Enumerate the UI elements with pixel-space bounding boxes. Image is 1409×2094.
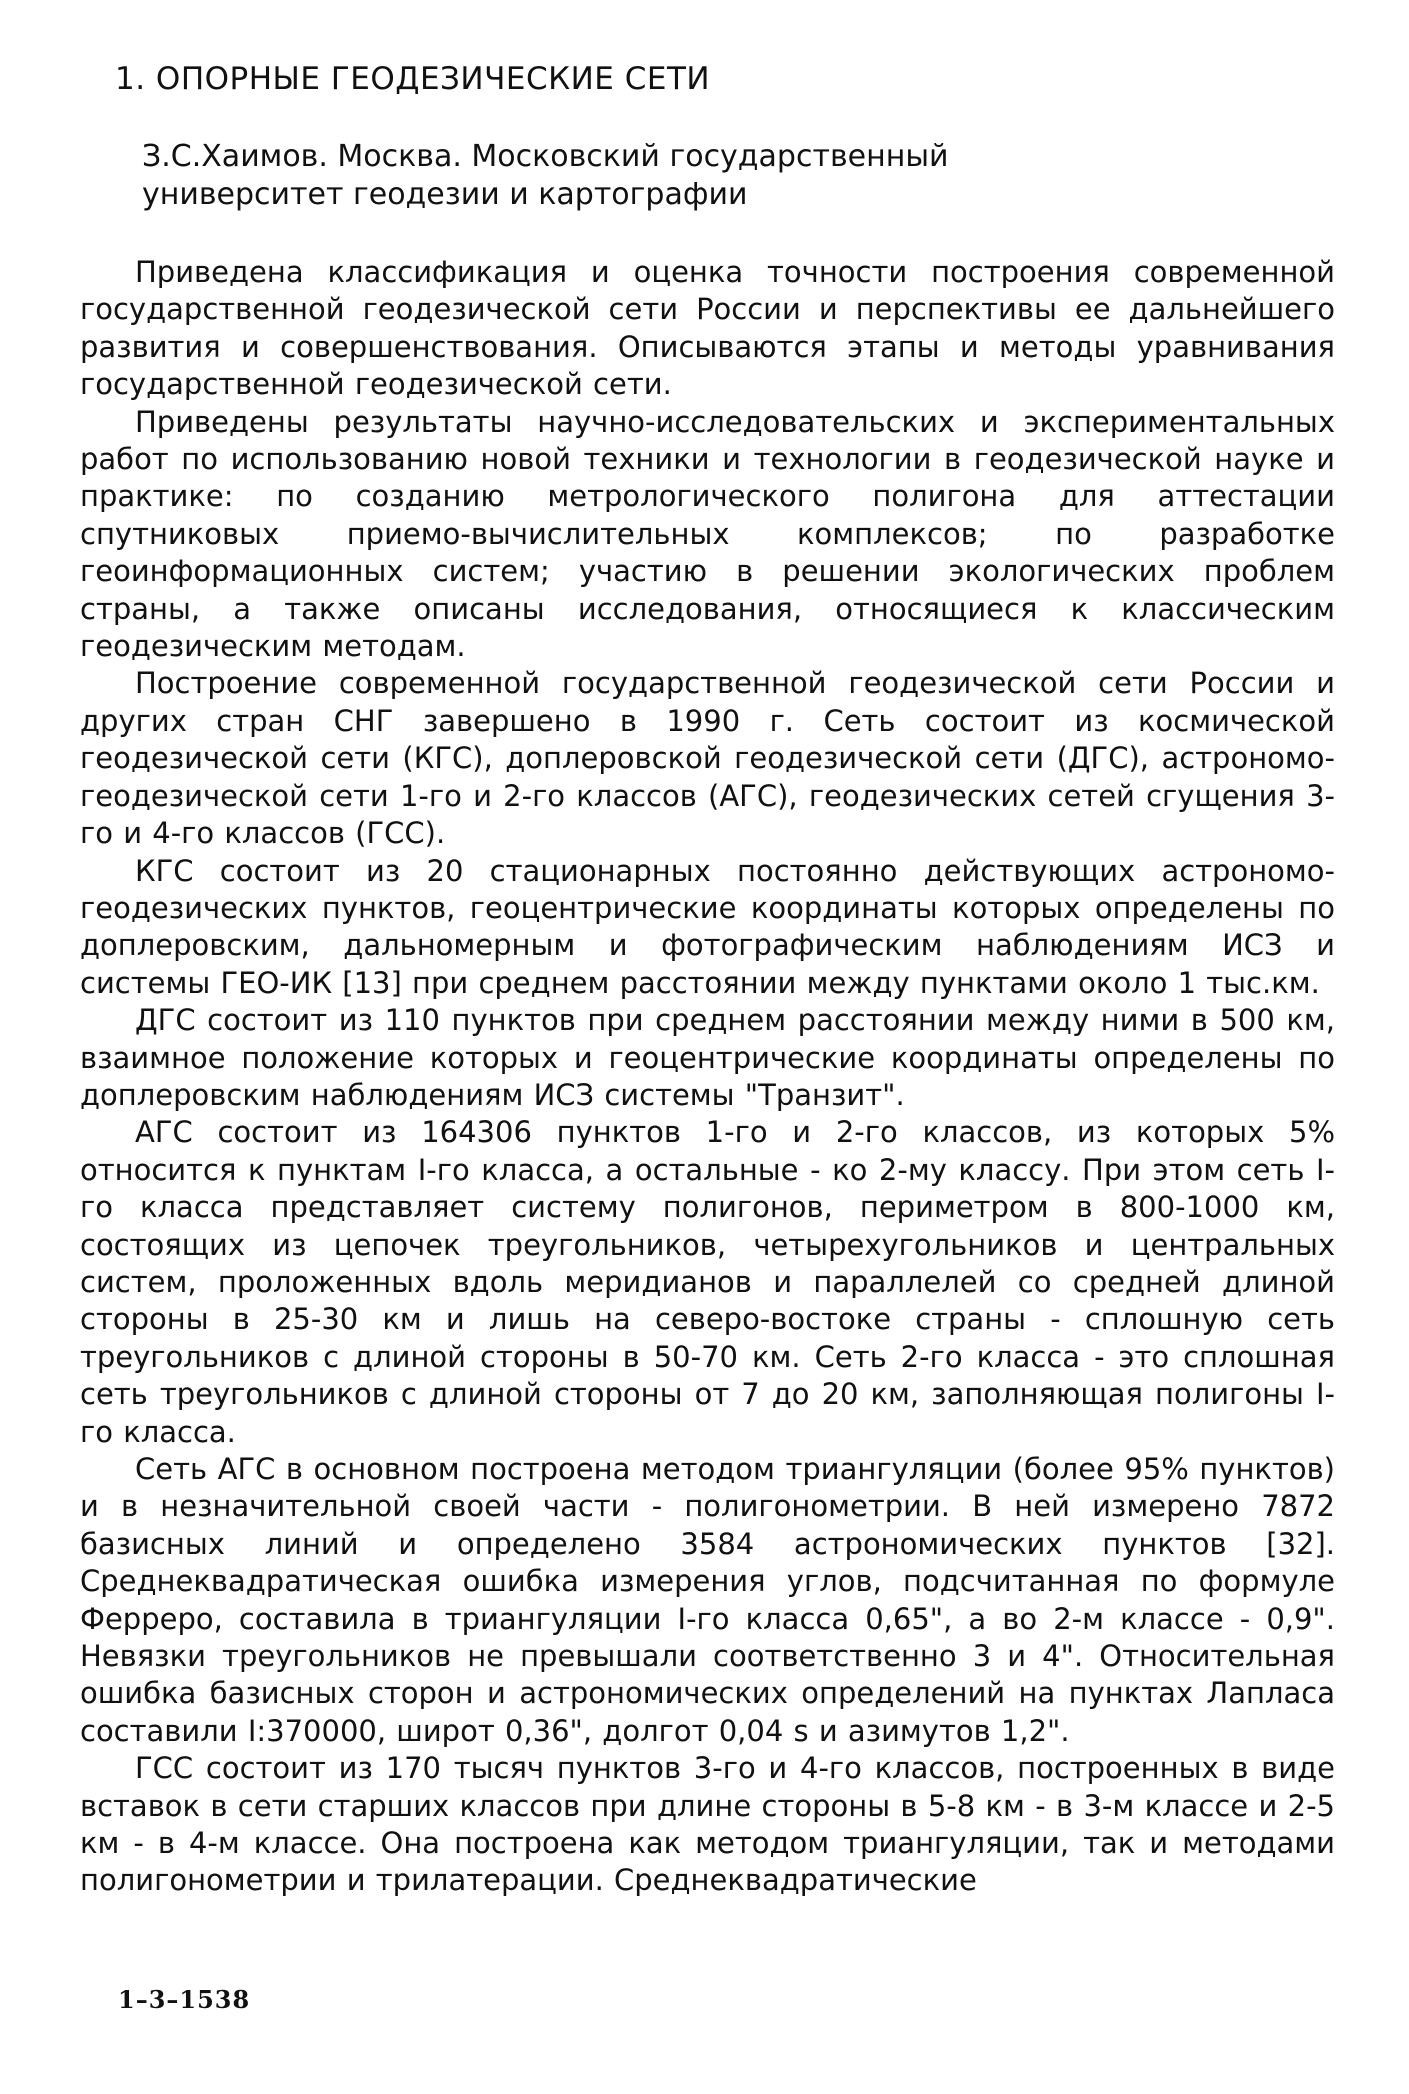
signature-code: 1–3–1538 bbox=[118, 1985, 251, 2014]
paragraph-dgs: ДГС состоит из 110 пунктов при среднем расстоянии между ними в 500 км, взаимное положение которых и геоцентрические координаты определены по доплеровским наблюдениям ИСЗ системы "Транзит". bbox=[80, 1003, 1335, 1112]
paragraph-ags-accuracy: Сеть АГС в основном построена методом триангуляции (более 95% пунктов) и в незначительной своей части - полигонометрии. В ней измерено 7872 базисных линий и определено 3584 астрономических пунктов [32]. Среднеквадратическая ошибка измерения углов, подсчитанная по формуле Ферреро, составила в триангуляции I-го класса 0,65", а во 2-м классе - 0,9". Невязки треугольников не превышали соответственно 3 и 4". Относительная ошибка базисных сторон и астрономических определений на пунктах Лапласа составили I:370000, широт 0,36", долгот 0,04 s и азимутов 1,2". bbox=[80, 1452, 1335, 1748]
paragraph-abstract-2: Приведены результаты научно-исследовательских и экспериментальных работ по использованию новой техники и технологии в геодезической науке и практике: по созданию метрологического полигона для аттестации спутниковых приемо-вычислительных комплексов; по разработке геоинформационных систем; участию в решении экологических проблем страны, а также описаны исследования, относящиеся к классическим геодезическим методам. bbox=[80, 404, 1335, 664]
authors-affiliation: З.С.Хаимов. Москва. Московский государственный университет геодезии и картографии bbox=[142, 139, 949, 212]
paragraph-abstract-1: Приведена классификация и оценка точности построения современной государственной геодезической сети России и перспективы ее дальнейшего развития и совершенствования. Описываются этапы и методы уравнивания государственной геодезической сети. bbox=[80, 255, 1335, 402]
paragraph-gss: ГСС состоит из 170 тысяч пунктов 3-го и 4-го классов, построенных в виде вставок в сети старших классов при длине стороны в 5-8 км - в 3-м классе и 2-5 км - в 4-м классе. Она построена как методом триангуляции, так и методами полигонометрии и трилатерации. Среднеквадратические bbox=[80, 1751, 1335, 1898]
paragraph-kgs: КГС состоит из 20 стационарных постоянно действующих астрономо-геодезических пунктов, геоцентрические координаты которых определены по доплеровским, дальномерным и фотографическим наблюдениям ИСЗ и системы ГЕО-ИК [13] при среднем расстоянии между пунктами около 1 тыс.км. bbox=[80, 853, 1335, 1000]
paragraph-network-structure: Построение современной государственной геодезической сети России и других стран СНГ завершено в 1990 г. Сеть состоит из космической геодезической сети (КГС), доплеровской геодезической сети (ДГС), астрономо-геодезической сети 1-го и 2-го классов (АГС), геодезических сетей сгущения 3-го и 4-го классов (ГСС). bbox=[80, 666, 1335, 851]
document-page bbox=[80, 60, 1335, 1900]
section-title: 1. ОПОРНЫЕ ГЕОДЕЗИЧЕСКИЕ СЕТИ bbox=[115, 61, 711, 97]
article-body bbox=[80, 254, 1335, 1900]
paragraph-ags: АГС состоит из 164306 пунктов 1-го и 2-го классов, из которых 5% относится к пунктам I-го класса, а остальные - ко 2-му классу. При этом сеть I-го класса представляет систему полигонов, периметром в 800-1000 км, состоящих из цепочек треугольников, четырехугольников и центральных систем, проложенных вдоль меридианов и параллелей со средней длиной стороны в 25-30 км и лишь на северо-востоке страны - сплошную сеть треугольников с длиной стороны в 50-70 км. Сеть 2-го класса - это сплошная сеть треугольников с длиной стороны от 7 до 20 км, заполняющая полигоны I-го класса. bbox=[80, 1115, 1335, 1449]
